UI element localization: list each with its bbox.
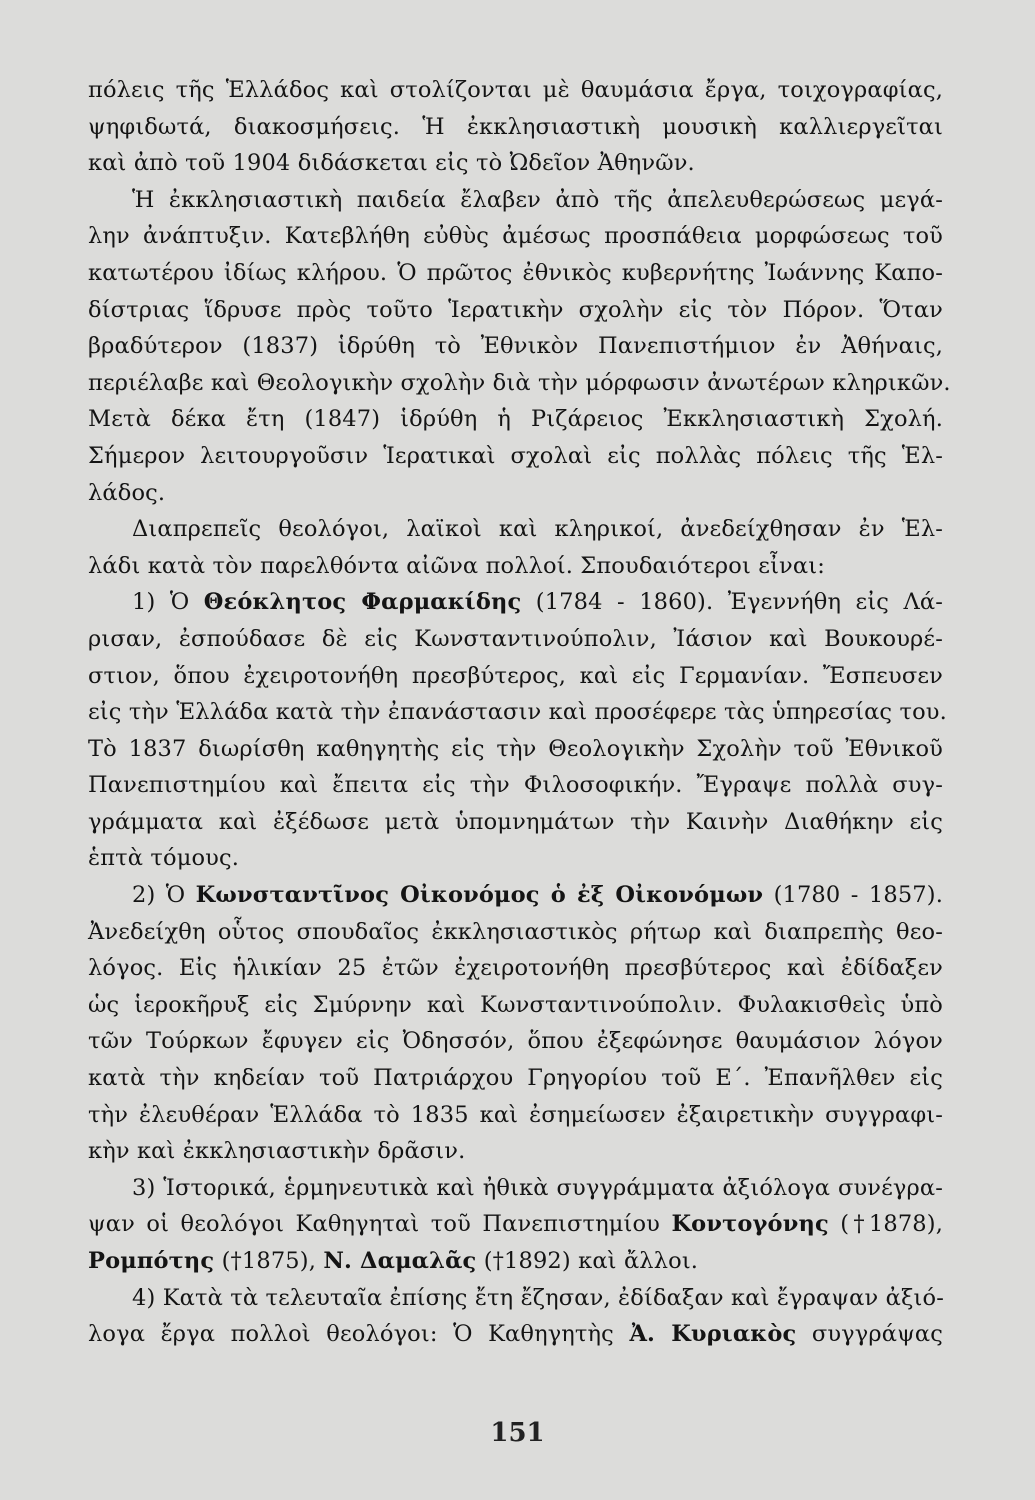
text-line: Μετὰ δέκα ἔτη (1847) ἱδρύθη ἡ Ριζάρειος Ἐκκλησιαστικὴ Σχολή. bbox=[88, 406, 943, 433]
line-segment: λογα ἔργα πολλοὶ θεολόγοι: Ὁ Καθηγητὴς bbox=[88, 1321, 630, 1348]
text-line: 4) Κατὰ τὰ τελευταῖα ἐπίσης ἔτη ἔζησαν, ἐδίδαξαν καὶ ἔγραψαν ἀξιό- bbox=[132, 1284, 944, 1311]
person-name: Θεόκλητος Φαρμακίδης bbox=[203, 589, 522, 616]
text-line: κατὰ τὴν κηδείαν τοῦ Πατριάρχου Γρηγορίου τοῦ Ε΄. Ἐπανῆλθεν εἰς bbox=[88, 1065, 943, 1092]
text-line: κὴν καὶ ἐκκλησιαστικὴν δρᾶσιν. bbox=[88, 1138, 466, 1165]
text-line bbox=[88, 1243, 943, 1280]
line-segment: (†1892) καὶ ἄλλοι. bbox=[476, 1248, 699, 1274]
text-line bbox=[88, 1316, 943, 1353]
text-line: στιον, ὅπου ἐχειροτονήθη πρεσβύτερος, καὶ εἰς Γερμανίαν. Ἔσπευσεν bbox=[88, 662, 943, 689]
person-name: Ν. Δαμαλᾶς bbox=[323, 1248, 477, 1274]
person-name: Ρομπότης bbox=[88, 1248, 215, 1274]
line-segment: 1) Ὁ bbox=[132, 589, 204, 616]
text-line: γράμματα καὶ ἐξέδωσε μετὰ ὑπομνημάτων τὴν Καινὴν Διαθήκην εἰς bbox=[88, 808, 943, 835]
text-line bbox=[88, 877, 943, 914]
text-line bbox=[88, 1206, 943, 1243]
text-line: Διαπρεπεῖς θεολόγοι, λαϊκοὶ καὶ κληρικοί, ἀνεδείχθησαν ἐν Ἑλ- bbox=[132, 516, 943, 543]
line-segment: 2) Ὁ bbox=[132, 882, 196, 909]
text-line: λάδι κατὰ τὸν παρελθόντα αἰῶνα πολλοί. Σπουδαιότεροι εἶναι: bbox=[88, 552, 825, 579]
page-number: 151 bbox=[490, 1418, 545, 1448]
person-name: Κωνσταντῖνος Οἰκονόμος ὁ ἐξ Οἰκονόμων bbox=[195, 882, 764, 909]
text-line: καὶ ἀπὸ τοῦ 1904 διδάσκεται εἰς τὸ Ὠδεῖον Ἀθηνῶν. bbox=[88, 150, 695, 177]
line-segment: ψαν οἱ θεολόγοι Καθηγηταὶ τοῦ Πανεπιστημίου bbox=[88, 1211, 672, 1238]
line-segment: συγγράψας bbox=[796, 1321, 943, 1348]
line-segment: (†1878), bbox=[828, 1211, 943, 1238]
text-line: Ἡ ἐκκλησιαστικὴ παιδεία ἔλαβεν ἀπὸ τῆς ἀπελευθερώσεως μεγά- bbox=[132, 186, 943, 213]
text-line bbox=[88, 584, 943, 621]
text-line: εἰς τὴν Ἑλλάδα κατὰ τὴν ἐπανάστασιν καὶ προσέφερε τὰς ὑπηρεσίας του. bbox=[88, 699, 947, 726]
text-line: πόλεις τῆς Ἑλλάδος καὶ στολίζονται μὲ θαυμάσια ἔργα, τοιχογραφίας, bbox=[88, 77, 943, 103]
text-line: Πανεπιστημίου καὶ ἔπειτα εἰς τὴν Φιλοσοφικήν. Ἔγραψε πολλὰ συγ- bbox=[88, 772, 943, 799]
line-segment: (1780 - 1857). bbox=[763, 882, 943, 909]
text-line: ὡς ἱεροκῆρυξ εἰς Σμύρνην καὶ Κωνσταντινούπολιν. Φυλακισθεὶς ὑπὸ bbox=[88, 991, 943, 1018]
text-line: λην ἀνάπτυξιν. Κατεβλήθη εὐθὺς ἀμέσως προσπάθεια μορφώσεως τοῦ bbox=[88, 223, 943, 250]
body-text bbox=[88, 72, 951, 1353]
text-line: Ἀνεδείχθη οὗτος σπουδαῖος ἐκκλησιαστικὸς ρήτωρ καὶ διαπρεπὴς θεο- bbox=[88, 918, 943, 945]
text-line: βραδύτερον (1837) ἱδρύθη τὸ Ἐθνικὸν Πανεπιστήμιον ἐν Ἀθήναις, bbox=[88, 333, 943, 360]
text-line: ψηφιδωτά, διακοσμήσεις. Ἡ ἐκκλησιαστικὴ μουσικὴ καλλιεργεῖται bbox=[88, 113, 943, 140]
text-line: τὴν ἐλευθέραν Ἑλλάδα τὸ 1835 καὶ ἐσημείωσεν ἐξαιρετικὴν συγγραφι- bbox=[88, 1101, 943, 1128]
text-line: κατωτέρου ἰδίως κλήρου. Ὁ πρῶτος ἐθνικὸς κυβερνήτης Ἰωάννης Καπο- bbox=[88, 259, 943, 286]
line-segment: (†1875), bbox=[214, 1248, 324, 1274]
text-line: ἑπτὰ τόμους. bbox=[88, 845, 240, 872]
person-name: Ἀ. Κυριακὸς bbox=[629, 1321, 797, 1348]
text-line: 3) Ἱστορικά, ἑρμηνευτικὰ καὶ ἠθικὰ συγγράμματα ἀξιόλογα συνέγρα- bbox=[132, 1174, 943, 1201]
text-line: περιέλαβε καὶ Θεολογικὴν σχολὴν διὰ τὴν μόρφωσιν ἀνωτέρων κληρικῶν. bbox=[88, 369, 951, 396]
text-line: Τὸ 1837 διωρίσθη καθηγητὴς εἰς τὴν Θεολογικὴν Σχολὴν τοῦ Ἐθνικοῦ bbox=[88, 735, 943, 762]
text-line: λόγος. Εἰς ἡλικίαν 25 ἐτῶν ἐχειροτονήθη πρεσβύτερος καὶ ἐδίδαξεν bbox=[88, 955, 943, 982]
text-line: δίστριας ἵδρυσε πρὸς τοῦτο Ἱερατικὴν σχολὴν εἰς τὸν Πόρον. Ὅταν bbox=[88, 296, 943, 323]
line-segment: (1784 - 1860). Ἐγεννήθη εἰς Λά- bbox=[521, 589, 943, 616]
text-line: ρισαν, ἐσπούδασε δὲ εἰς Κωνσταντινούπολιν, Ἰάσιον καὶ Βουκουρέ- bbox=[88, 625, 943, 652]
text-line: Σήμερον λειτουργοῦσιν Ἱερατικαὶ σχολαὶ εἰς πολλὰς πόλεις τῆς Ἑλ- bbox=[88, 442, 943, 469]
person-name: Κοντογόνης bbox=[671, 1211, 829, 1238]
text-line: λάδος. bbox=[88, 479, 166, 506]
text-line: τῶν Τούρκων ἔφυγεν εἰς Ὀδησσόν, ὅπου ἐξεφώνησε θαυμάσιον λόγον bbox=[88, 1028, 943, 1055]
